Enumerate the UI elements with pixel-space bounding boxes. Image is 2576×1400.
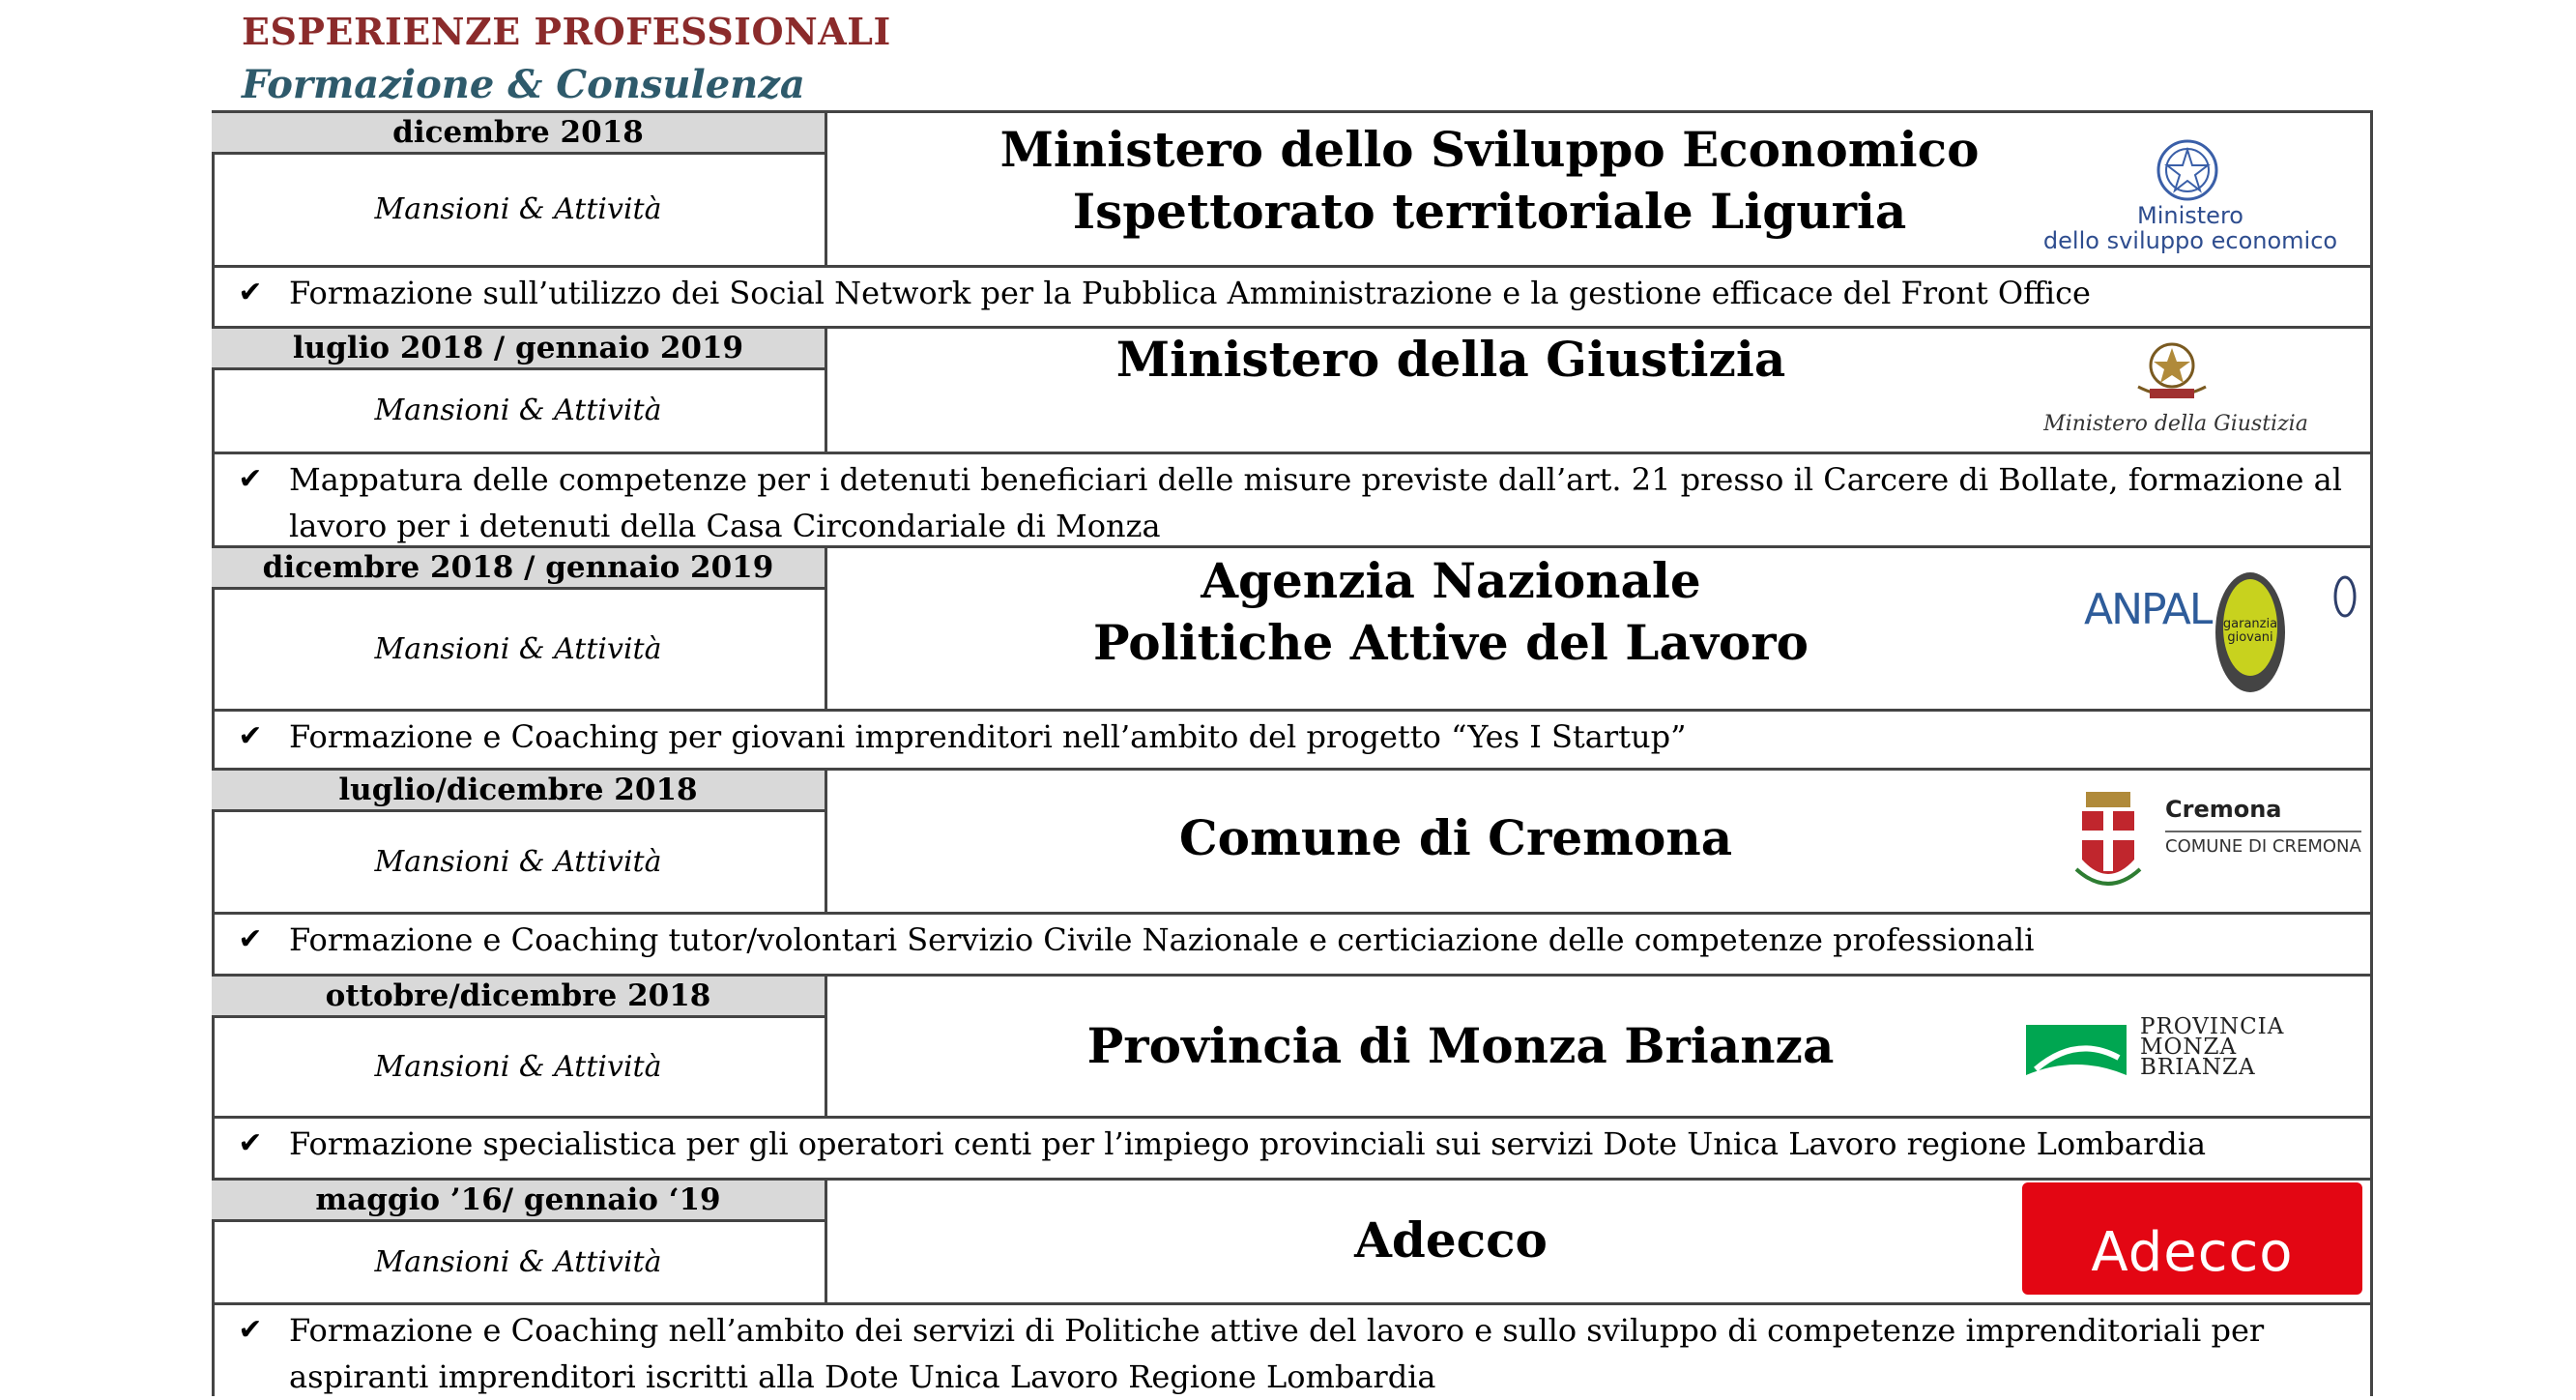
entry-description-text: Formazione e Coaching nell’ambito dei servizi di Politiche attive del lavoro e sullo sviluppo di competenze imprenditoriali per aspiranti imprenditori iscritti alla Dote Unica Lavoro Regione Lombardia	[289, 1312, 2265, 1395]
entry-org-name: Adecco	[1354, 1211, 1548, 1269]
entry-org-name: Ministero della Giustizia	[1115, 331, 1786, 388]
entry-header	[212, 545, 2373, 709]
monza-brianza-logo	[2026, 1015, 2355, 1093]
entry-description-text: Formazione e Coaching per giovani imprenditori nell’ambito del progetto “Yes I Startup”	[289, 718, 1687, 755]
mise-logo-line2: dello sviluppo economico	[2042, 227, 2338, 254]
entry-header	[212, 768, 2373, 912]
entry-left-cell	[212, 329, 827, 452]
cremona-logo-line1: Cremona	[2165, 796, 2282, 823]
entry-header	[212, 974, 2373, 1116]
entry-org-name: Provincia di Monza Brianza	[1086, 1017, 1835, 1074]
entry-description	[212, 1116, 2373, 1178]
checkmark-icon: ✔	[238, 922, 263, 956]
entry-date: luglio/dicembre 2018	[212, 771, 825, 812]
entry-description-text: Formazione sull’utilizzo dei Social Network per la Pubblica Amministrazione e la gestione efficace del Front Office	[289, 275, 2091, 311]
section-title: ESPERIENZE PROFESSIONALI	[242, 10, 891, 53]
anpal-logo	[2084, 566, 2432, 701]
checkmark-icon: ✔	[238, 462, 263, 496]
cremona-logo-line2: COMUNE DI CREMONA	[2165, 831, 2361, 857]
entry-description	[212, 709, 2373, 768]
entry-org-name: Comune di Cremona	[1178, 809, 1733, 866]
monza-brianza-text: PROVINCIA MONZA BRIANZA	[2140, 1014, 2285, 1080]
entry-description-text: Formazione specialistica per gli operatori centi per l’impiego provinciali sui servizi Dote Unica Lavoro regione Lombardia	[289, 1125, 2207, 1162]
mise-logo	[2016, 138, 2364, 256]
entry-role: Mansioni & Attività	[374, 192, 662, 226]
monza-brianza-mark-icon	[2026, 1015, 2127, 1085]
section-subtitle: Formazione & Consulenza	[242, 62, 805, 107]
entry-description	[212, 912, 2373, 974]
dept-emblem-icon	[2326, 573, 2364, 631]
entry-date: dicembre 2018	[212, 113, 825, 155]
entry-left-cell	[212, 548, 827, 709]
star-emblem-icon	[2156, 138, 2219, 202]
entry-header	[212, 110, 2373, 265]
entry-description-text: Mappatura delle competenze per i detenuti beneficiari delle misure previste dall’art. 21 presso il Carcere di Bollate, formazione al lavoro per i detenuti della Casa Circondariale di Monza	[289, 461, 2342, 544]
entry-role: Mansioni & Attività	[374, 632, 662, 666]
entry-left-cell	[212, 113, 827, 265]
checkmark-icon: ✔	[238, 1126, 263, 1160]
experience-table	[212, 110, 2373, 1399]
entry-date: maggio ’16/ gennaio ‘19	[212, 1181, 825, 1222]
entry-description	[212, 1302, 2373, 1399]
checkmark-icon: ✔	[238, 276, 263, 309]
entry-left-cell	[212, 977, 827, 1116]
entry-description	[212, 452, 2373, 545]
entry-role: Mansioni & Attività	[374, 394, 662, 427]
entry-header	[212, 1178, 2373, 1302]
checkmark-icon: ✔	[238, 1313, 263, 1347]
checkmark-icon: ✔	[238, 719, 263, 753]
entry-org-cell	[827, 329, 2373, 452]
anpal-logo-text: ANPAL	[2084, 585, 2212, 634]
entry-role: Mansioni & Attività	[374, 1050, 662, 1084]
entry-description	[212, 265, 2373, 326]
entry-org-cell	[827, 548, 2373, 709]
mise-logo-line1: Ministero	[2137, 202, 2243, 229]
garanzia-giovani-text: garanzia giovani	[2222, 617, 2278, 645]
entry-role: Mansioni & Attività	[374, 845, 662, 879]
cremona-logo	[2074, 792, 2364, 904]
entry-date: dicembre 2018 / gennaio 2019	[212, 548, 825, 590]
adecco-logo	[2022, 1182, 2362, 1295]
cremona-crest-icon	[2074, 792, 2142, 898]
entry-org-cell	[827, 113, 2373, 265]
entry-org-name: Ministero dello Sviluppo Economico Ispettorato territoriale Liguria	[999, 121, 1980, 240]
entry-org-name: Agenzia Nazionale Politiche Attive del Lavoro	[1093, 552, 1809, 671]
giustizia-logo	[2036, 336, 2316, 447]
entry-org-cell	[827, 1181, 2373, 1302]
entry-role: Mansioni & Attività	[374, 1245, 662, 1279]
adecco-logo-text: Adecco	[2091, 1221, 2294, 1284]
entry-left-cell	[212, 771, 827, 912]
entry-org-cell	[827, 771, 2373, 912]
entry-date: luglio 2018 / gennaio 2019	[212, 329, 825, 370]
entry-left-cell	[212, 1181, 827, 1302]
republic-emblem-icon	[2128, 336, 2215, 406]
entry-org-cell	[827, 977, 2373, 1116]
entry-description-text: Formazione e Coaching tutor/volontari Servizio Civile Nazionale e certiciazione delle competenze professionali	[289, 921, 2035, 958]
entry-header	[212, 326, 2373, 452]
entry-date: ottobre/dicembre 2018	[212, 977, 825, 1018]
giustizia-logo-text: Ministero della Giustizia	[2043, 412, 2308, 436]
